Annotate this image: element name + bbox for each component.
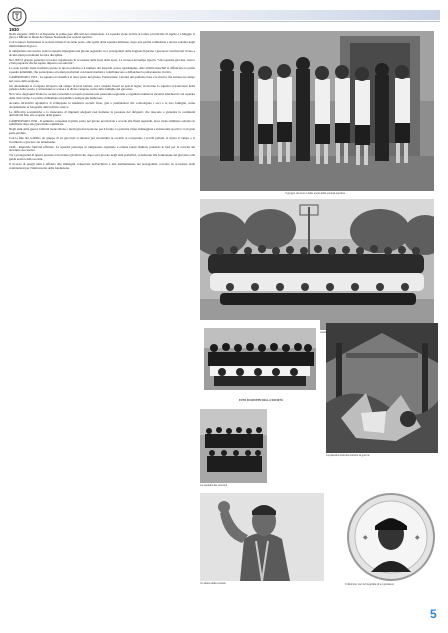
photo-caption: La palestra distrutta durante la guerra bbox=[326, 454, 370, 457]
paragraph: Negli anni della guerra l'attività viene ridotta e molti giocatori partono per il fronte. La palestra viene danneggiata e il materiale sportivo va in gran parte perduto. bbox=[9, 127, 195, 135]
paragraph: Il campionato successivo vede la squadra impegnata nel girone regionale; tra i protagonisti della stagione figurano i giocatori cresciuti nel vivaio e alcuni atleti provenienti da altre discipline. bbox=[9, 48, 195, 57]
svg-text:◆: ◆ bbox=[363, 535, 368, 541]
page-number: 5 bbox=[430, 607, 437, 621]
paragraph: Tra i protagonisti di questo periodo si ricordano gli atleti che, dopo aver giocato negli anni prebellici, si dedicano alla formazione dei giovani e alla guida tecnica della società. bbox=[9, 153, 195, 161]
paragraph: CAMPIONATO 1933 - La squadra si classifica al terzo posto nel girone. Formazione: i titolari del quintetto base e le riserve che entrano in campo nel corso della stagione. bbox=[9, 75, 195, 83]
paragraph: Con la fine del conflitto un gruppo di ex giocatori si riunisce per ricostituire la società: si recuperano i vecchi palloni, si ripara il campo e si ricomincia a giocare con entusiasmo. bbox=[9, 135, 195, 144]
photo-veterans-team bbox=[200, 409, 267, 483]
photo-caption: Il distintivo con la fotografia di un giocatore bbox=[345, 583, 395, 586]
paragraph: Le difficoltà economiche e la mancanza di impianti adeguati non fermano la passione dei dirigenti, che riescono a garantire la continuità dell'attività fino allo scoppio della guerra. bbox=[9, 109, 195, 118]
photo-society-group bbox=[200, 320, 320, 398]
photo-caption: Il gruppo dei soci e delle socie della società sportiva bbox=[285, 192, 345, 195]
paragraph: Nel corso degli anni Trenta la società consolida la propria presenza nel panorama regionale e organizza numerosi incontri amichevoli con squadre delle città vicine. Le partite richiamano un pubblico sempre più numeroso. bbox=[9, 92, 195, 101]
header-rule bbox=[30, 21, 440, 22]
paragraph: Il ricordo di quegli anni è affidato alle immagini conservate nell'archivio e alle testimonianze dei protagonisti, raccolte in occasione delle celebrazioni per l'anniversario della fondazione. bbox=[9, 162, 195, 170]
photo-badge bbox=[345, 492, 438, 582]
paragraph: La sede sociale viene trasferita presso la nuova palestra e il numero dei tesserati cresce rapidamente. Alle attività maschili si affiancano le prime squadre femminili, che partecipano ai tornei provinciali con buoni risultati e contribuiscono a diffondere la pallacanestro in città. bbox=[9, 66, 195, 74]
photo-athlete bbox=[200, 493, 324, 581]
photo-caption: Un atleta della società bbox=[200, 582, 226, 585]
article-text bbox=[9, 27, 195, 617]
paragraph: Con la nuova formazione la società ottiene il secondo posto, alle spalle della squadra milanese, dopo una partita combattuta e decisa soltanto negli ultimi minuti di gioco. bbox=[9, 40, 195, 48]
photo-team-outdoor bbox=[200, 199, 434, 330]
photo-caption: durante bbox=[317, 331, 327, 334]
paragraph: 1946 - Riprende l'attività ufficiale. La squadra partecipa al campionato regionale e ottiene buoni risultati, ponendo le basi per la crescita del decennio successivo. bbox=[9, 144, 195, 153]
svg-text:◆: ◆ bbox=[415, 535, 420, 541]
paragraph: Nel 1932 il gruppo partecipa al torneo organizzato in occasione della festa dello sport. La cronaca del tempo riporta: "Una squadra giovane, veloce e ben preparata che ha saputo imporsi con autorità". bbox=[9, 57, 195, 66]
photo-caption: FOTO DI GRUPPO DELLA SOCIETÀ bbox=[239, 399, 283, 402]
club-crest-icon bbox=[7, 7, 27, 27]
photo-destroyed-gym bbox=[326, 323, 438, 453]
photo-members-group bbox=[200, 31, 434, 191]
header-band bbox=[30, 10, 440, 20]
paragraph: Gli allenamenti si svolgono all'aperto sul campo in terra battuta, con i canestri fissati su pali di legno; in inverno la squadra si trasferisce nella palestra della scuola. L'attrezzatura è scarsa e le divise vengono cucite dalle famiglie dei giocatori. bbox=[9, 83, 195, 92]
paragraph: Nella stagione 1930-31 si disputano le prime gare ufficiali del campionato. La squadra viene iscritta al torneo provinciale di Aprile e a Maggio si gioca a Milano la finale del Torneo Nazionale per società sportive. bbox=[9, 31, 195, 40]
section-year: 1930 bbox=[9, 27, 19, 32]
paragraph: Accanto all'attività agonistica si sviluppano le iniziative sociali: feste, gite e premiazioni che coinvolgono i soci e le loro famiglie, come documentano le fotografie dell'archivio storico. bbox=[9, 101, 195, 109]
photo-caption: La squadra dei veterani bbox=[200, 484, 228, 487]
paragraph: CAMPIONATO 1936 - Il quintetto conquista il primo posto nel girone provinciale e accede alle finali regionali, dove viene eliminato soltanto in semifinale dopo una gara molto equilibrata. bbox=[9, 118, 195, 127]
